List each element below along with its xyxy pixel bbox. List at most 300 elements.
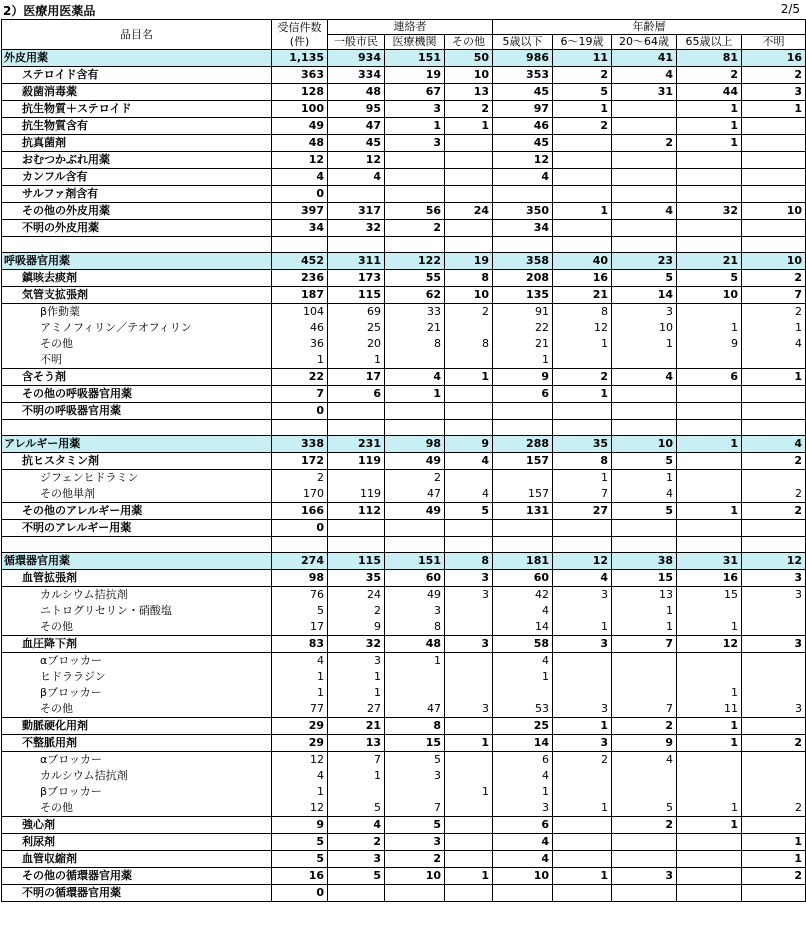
value-cell: 22: [493, 320, 553, 336]
page-number: 2/5: [780, 2, 800, 16]
value-cell: [677, 186, 742, 203]
value-cell: [385, 403, 445, 420]
row-label: βブロッカー: [2, 685, 272, 701]
value-cell: [493, 885, 553, 902]
value-cell: [677, 520, 742, 537]
value-cell: 7: [553, 486, 612, 503]
detail-row: [2, 336, 806, 352]
value-cell: 4: [385, 369, 445, 386]
value-cell: [742, 784, 806, 800]
value-cell: 3: [612, 304, 677, 321]
poison-inquiry-table: [1, 19, 806, 902]
value-cell: 4: [272, 768, 328, 784]
spacer-cell: [677, 237, 742, 253]
value-cell: [742, 752, 806, 769]
value-cell: 1: [385, 386, 445, 403]
row-label: 血管拡張剤: [2, 570, 272, 587]
row-label: ヒドララジン: [2, 669, 272, 685]
value-cell: 112: [328, 503, 385, 520]
spacer-cell: [742, 237, 806, 253]
value-cell: [553, 352, 612, 369]
value-cell: 9: [272, 817, 328, 834]
value-cell: 13: [445, 84, 493, 101]
value-cell: [445, 152, 493, 169]
value-cell: [445, 669, 493, 685]
value-cell: [445, 186, 493, 203]
value-cell: [385, 169, 445, 186]
value-cell: 2: [445, 101, 493, 118]
value-cell: 10: [612, 436, 677, 453]
value-cell: 11: [677, 701, 742, 718]
row-label: その他のアレルギー用薬: [2, 503, 272, 520]
row-label: 外皮用薬: [2, 50, 272, 67]
spacer-cell: [2, 420, 272, 436]
row-label: 鎮咳去痰剤: [2, 270, 272, 287]
value-cell: [742, 186, 806, 203]
value-cell: 3: [445, 701, 493, 718]
value-cell: 1: [742, 834, 806, 851]
detail-row: [2, 669, 806, 685]
value-cell: [742, 470, 806, 487]
value-cell: [677, 752, 742, 769]
row-label: αブロッカー: [2, 653, 272, 670]
subcategory-row: [2, 84, 806, 101]
value-cell: 67: [385, 84, 445, 101]
value-cell: 12: [328, 152, 385, 169]
value-cell: 1: [553, 336, 612, 352]
value-cell: 49: [385, 587, 445, 604]
row-label: ステロイド含有: [2, 67, 272, 84]
value-cell: 0: [272, 520, 328, 537]
col-header-count: [272, 20, 328, 50]
value-cell: [445, 768, 493, 784]
row-label: アレルギー用薬: [2, 436, 272, 453]
value-cell: 157: [493, 486, 553, 503]
value-cell: [742, 603, 806, 619]
row-label: その他の呼吸器官用薬: [2, 386, 272, 403]
subcategory-row: [2, 220, 806, 237]
value-cell: [328, 784, 385, 800]
value-cell: [553, 169, 612, 186]
value-cell: [742, 169, 806, 186]
value-cell: 60: [493, 570, 553, 587]
value-cell: 934: [328, 50, 385, 67]
col-header-age-20-64: 20～64歳: [612, 35, 677, 50]
value-cell: 7: [272, 386, 328, 403]
value-cell: [445, 220, 493, 237]
value-cell: 115: [328, 553, 385, 570]
row-label: 抗ヒスタミン剤: [2, 453, 272, 470]
subcategory-row: [2, 636, 806, 653]
value-cell: 1: [493, 784, 553, 800]
value-cell: [612, 520, 677, 537]
value-cell: 2: [553, 67, 612, 84]
value-cell: 31: [677, 553, 742, 570]
row-label: βブロッカー: [2, 784, 272, 800]
value-cell: 3: [445, 587, 493, 604]
spacer-cell: [272, 537, 328, 553]
value-cell: 45: [493, 135, 553, 152]
col-header-age-65plus: 65歳以上: [677, 35, 742, 50]
value-cell: 1: [677, 118, 742, 135]
value-cell: 12: [553, 320, 612, 336]
value-cell: [677, 868, 742, 885]
value-cell: 3: [445, 636, 493, 653]
value-cell: 2: [742, 304, 806, 321]
row-label: 抗生物質＋ステロイド: [2, 101, 272, 118]
value-cell: [328, 520, 385, 537]
value-cell: [742, 403, 806, 420]
value-cell: 22: [272, 369, 328, 386]
value-cell: [612, 784, 677, 800]
value-cell: 49: [385, 503, 445, 520]
value-cell: [677, 486, 742, 503]
value-cell: 3: [328, 653, 385, 670]
value-cell: [445, 520, 493, 537]
value-cell: 35: [553, 436, 612, 453]
row-label: 不明のアレルギー用薬: [2, 520, 272, 537]
value-cell: [677, 152, 742, 169]
value-cell: 986: [493, 50, 553, 67]
value-cell: 17: [272, 619, 328, 636]
subcategory-row: [2, 169, 806, 186]
value-cell: 452: [272, 253, 328, 270]
value-cell: 5: [385, 752, 445, 769]
table-spacer-row: [2, 537, 806, 553]
value-cell: 4: [328, 817, 385, 834]
spacer-cell: [742, 537, 806, 553]
value-cell: [612, 834, 677, 851]
value-cell: 1: [553, 619, 612, 636]
value-cell: 3: [385, 603, 445, 619]
value-cell: 60: [385, 570, 445, 587]
value-cell: [445, 653, 493, 670]
value-cell: 12: [272, 800, 328, 817]
value-cell: 151: [385, 553, 445, 570]
value-cell: 1: [677, 101, 742, 118]
value-cell: 50: [445, 50, 493, 67]
value-cell: [677, 603, 742, 619]
value-cell: 4: [612, 752, 677, 769]
table-header: [2, 20, 806, 50]
value-cell: 2: [272, 470, 328, 487]
col-header-count-label: 受信件数: [277, 20, 322, 34]
subcategory-row: [2, 885, 806, 902]
row-label: 利尿剤: [2, 834, 272, 851]
value-cell: 1: [328, 768, 385, 784]
value-cell: 10: [612, 320, 677, 336]
value-cell: 6: [493, 752, 553, 769]
value-cell: [553, 834, 612, 851]
value-cell: 21: [677, 253, 742, 270]
subcategory-row: [2, 817, 806, 834]
value-cell: 48: [385, 636, 445, 653]
value-cell: [445, 817, 493, 834]
value-cell: 1: [445, 369, 493, 386]
value-cell: 12: [493, 152, 553, 169]
table-spacer-row: [2, 237, 806, 253]
row-label: その他の循環器官用薬: [2, 868, 272, 885]
value-cell: 19: [445, 253, 493, 270]
value-cell: 32: [328, 636, 385, 653]
row-label: αブロッカー: [2, 752, 272, 769]
value-cell: 4: [445, 453, 493, 470]
row-label: その他: [2, 619, 272, 636]
value-cell: [493, 685, 553, 701]
value-cell: 10: [493, 868, 553, 885]
value-cell: 5: [445, 503, 493, 520]
value-cell: 181: [493, 553, 553, 570]
row-label: ニトログリセリン・硝酸塩: [2, 603, 272, 619]
value-cell: [612, 653, 677, 670]
value-cell: 47: [328, 118, 385, 135]
page-title: 2）医療用医薬品: [3, 4, 96, 18]
value-cell: 1: [612, 470, 677, 487]
value-cell: 38: [612, 553, 677, 570]
subcategory-row: [2, 386, 806, 403]
detail-row: [2, 304, 806, 321]
value-cell: [677, 885, 742, 902]
value-cell: 56: [385, 203, 445, 220]
value-cell: 8: [385, 619, 445, 636]
value-cell: 4: [493, 851, 553, 868]
row-label: 血圧降下剤: [2, 636, 272, 653]
value-cell: 4: [493, 768, 553, 784]
value-cell: 334: [328, 67, 385, 84]
value-cell: [385, 520, 445, 537]
value-cell: 9: [328, 619, 385, 636]
value-cell: 5: [272, 851, 328, 868]
value-cell: 14: [612, 287, 677, 304]
value-cell: [677, 352, 742, 369]
value-cell: 2: [742, 800, 806, 817]
value-cell: 3: [742, 587, 806, 604]
value-cell: 7: [612, 701, 677, 718]
col-header-age-group: 年齢層: [493, 20, 806, 35]
value-cell: 3: [385, 135, 445, 152]
value-cell: 363: [272, 67, 328, 84]
category-row: [2, 436, 806, 453]
value-cell: 3: [385, 768, 445, 784]
value-cell: 4: [493, 834, 553, 851]
value-cell: 1: [385, 118, 445, 135]
spacer-cell: [2, 237, 272, 253]
value-cell: 3: [553, 701, 612, 718]
value-cell: 119: [328, 486, 385, 503]
spacer-cell: [742, 420, 806, 436]
subcategory-row: [2, 135, 806, 152]
value-cell: 15: [612, 570, 677, 587]
value-cell: [742, 220, 806, 237]
value-cell: 7: [612, 636, 677, 653]
value-cell: 32: [677, 203, 742, 220]
value-cell: 1: [677, 619, 742, 636]
value-cell: 100: [272, 101, 328, 118]
value-cell: 2: [612, 135, 677, 152]
value-cell: 8: [553, 304, 612, 321]
row-label: 含そう剤: [2, 369, 272, 386]
value-cell: 16: [553, 270, 612, 287]
spacer-cell: [272, 237, 328, 253]
value-cell: [677, 220, 742, 237]
value-cell: 1: [493, 352, 553, 369]
value-cell: 1: [553, 800, 612, 817]
value-cell: 4: [612, 203, 677, 220]
detail-row: [2, 470, 806, 487]
value-cell: [445, 851, 493, 868]
value-cell: 32: [328, 220, 385, 237]
value-cell: 4: [493, 653, 553, 670]
value-cell: [612, 169, 677, 186]
value-cell: [553, 653, 612, 670]
value-cell: 157: [493, 453, 553, 470]
value-cell: 3: [742, 84, 806, 101]
table-spacer-row: [2, 420, 806, 436]
row-label: サルファ剤含有: [2, 186, 272, 203]
row-label: 不明: [2, 352, 272, 369]
subcategory-row: [2, 67, 806, 84]
value-cell: [677, 653, 742, 670]
value-cell: 5: [328, 868, 385, 885]
value-cell: 16: [272, 868, 328, 885]
value-cell: 2: [742, 503, 806, 520]
value-cell: 45: [328, 135, 385, 152]
value-cell: 5: [553, 84, 612, 101]
subcategory-row: [2, 851, 806, 868]
category-row: [2, 50, 806, 67]
value-cell: 5: [612, 503, 677, 520]
value-cell: 1: [493, 669, 553, 685]
value-cell: 1: [445, 784, 493, 800]
value-cell: 1: [445, 735, 493, 752]
value-cell: [385, 784, 445, 800]
value-cell: 76: [272, 587, 328, 604]
value-cell: 4: [272, 169, 328, 186]
value-cell: 0: [272, 186, 328, 203]
spacer-cell: [445, 420, 493, 436]
detail-row: [2, 619, 806, 636]
col-header-contact-other: その他: [445, 35, 493, 50]
value-cell: 1: [612, 336, 677, 352]
row-label: 呼吸器官用薬: [2, 253, 272, 270]
value-cell: 24: [328, 587, 385, 604]
detail-row: [2, 800, 806, 817]
value-cell: [742, 885, 806, 902]
row-label: カルシウム拮抗剤: [2, 768, 272, 784]
value-cell: 83: [272, 636, 328, 653]
value-cell: 338: [272, 436, 328, 453]
value-cell: 2: [553, 752, 612, 769]
value-cell: 14: [493, 619, 553, 636]
value-cell: 4: [328, 169, 385, 186]
row-label: カンフル含有: [2, 169, 272, 186]
value-cell: 47: [385, 701, 445, 718]
value-cell: [742, 352, 806, 369]
value-cell: [385, 186, 445, 203]
spacer-cell: [272, 420, 328, 436]
value-cell: [612, 220, 677, 237]
value-cell: 9: [493, 369, 553, 386]
spacer-cell: [385, 420, 445, 436]
detail-row: [2, 653, 806, 670]
value-cell: 1: [677, 503, 742, 520]
value-cell: 29: [272, 735, 328, 752]
subcategory-row: [2, 118, 806, 135]
value-cell: [677, 403, 742, 420]
value-cell: [328, 885, 385, 902]
value-cell: 231: [328, 436, 385, 453]
value-cell: [553, 669, 612, 685]
value-cell: 131: [493, 503, 553, 520]
value-cell: [677, 453, 742, 470]
value-cell: 1: [677, 817, 742, 834]
value-cell: [612, 885, 677, 902]
value-cell: 4: [612, 67, 677, 84]
value-cell: 5: [612, 453, 677, 470]
table-body: [2, 50, 806, 902]
value-cell: [445, 752, 493, 769]
value-cell: 4: [553, 570, 612, 587]
col-header-age-under5: 5歳以下: [493, 35, 553, 50]
value-cell: [493, 403, 553, 420]
category-row: [2, 253, 806, 270]
value-cell: 35: [328, 570, 385, 587]
value-cell: 13: [328, 735, 385, 752]
value-cell: [493, 186, 553, 203]
row-label: 強心剤: [2, 817, 272, 834]
value-cell: 2: [742, 486, 806, 503]
row-label: アミノフィリン／テオフィリン: [2, 320, 272, 336]
value-cell: 5: [677, 270, 742, 287]
value-cell: 12: [742, 553, 806, 570]
value-cell: 36: [272, 336, 328, 352]
value-cell: 1: [677, 800, 742, 817]
value-cell: [677, 669, 742, 685]
subcategory-row: [2, 152, 806, 169]
value-cell: [742, 768, 806, 784]
value-cell: 311: [328, 253, 385, 270]
detail-row: [2, 603, 806, 619]
value-cell: 10: [445, 287, 493, 304]
row-label: 抗生物質含有: [2, 118, 272, 135]
value-cell: 1: [445, 118, 493, 135]
value-cell: 49: [385, 453, 445, 470]
page-header: [0, 0, 806, 19]
value-cell: [553, 603, 612, 619]
value-cell: 10: [385, 868, 445, 885]
value-cell: 350: [493, 203, 553, 220]
value-cell: [742, 718, 806, 735]
value-cell: 274: [272, 553, 328, 570]
value-cell: [553, 685, 612, 701]
subcategory-row: [2, 718, 806, 735]
value-cell: 10: [445, 67, 493, 84]
spacer-cell: [2, 537, 272, 553]
value-cell: 172: [272, 453, 328, 470]
value-cell: [742, 685, 806, 701]
spacer-cell: [328, 420, 385, 436]
value-cell: 48: [328, 84, 385, 101]
value-cell: 1,135: [272, 50, 328, 67]
row-label: その他: [2, 701, 272, 718]
value-cell: 3: [553, 587, 612, 604]
value-cell: 47: [385, 486, 445, 503]
value-cell: 3: [742, 570, 806, 587]
subcategory-row: [2, 287, 806, 304]
value-cell: 4: [742, 436, 806, 453]
value-cell: 2: [612, 817, 677, 834]
value-cell: 3: [385, 834, 445, 851]
